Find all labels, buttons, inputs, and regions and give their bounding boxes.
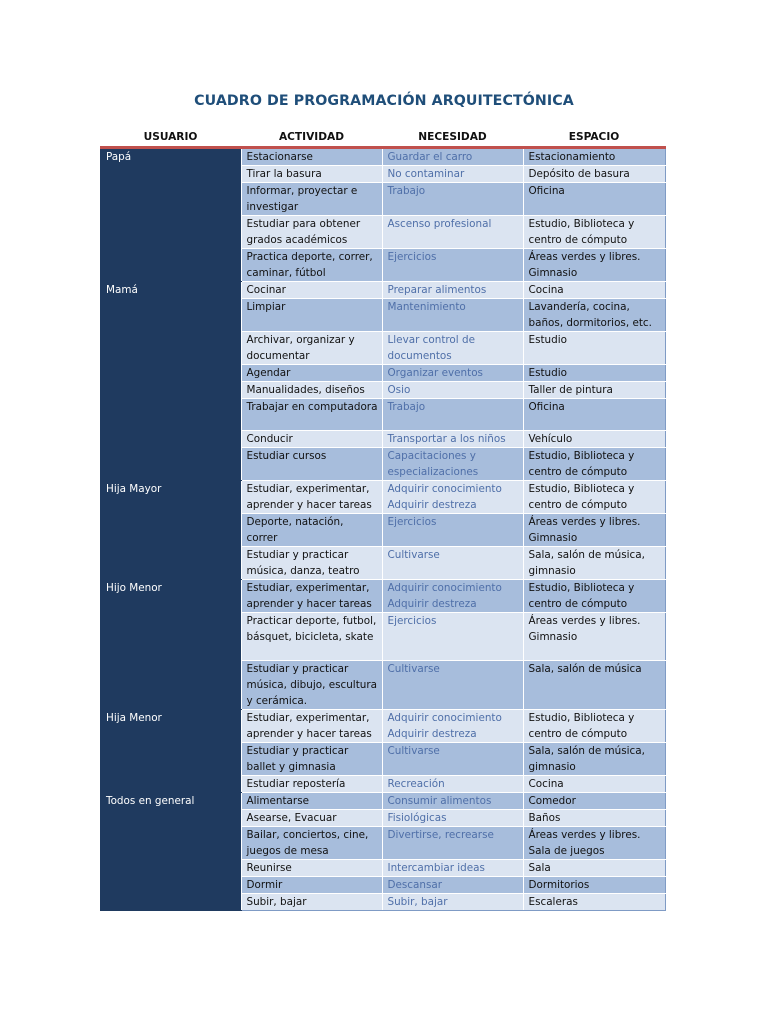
space-cell: Escaleras: [523, 894, 665, 911]
activity-cell: Estudiar para obtener grados académicos: [241, 216, 382, 249]
header-espacio: ESPACIO: [523, 127, 665, 148]
user-cell: Hija Menor: [100, 710, 241, 793]
space-cell: Áreas verdes y libres. Gimnasio: [523, 249, 665, 282]
need-cell: Osio: [382, 382, 523, 399]
space-cell: Estudio, Biblioteca y centro de cómputo: [523, 710, 665, 743]
need-cell: Divertirse, recrearse: [382, 827, 523, 860]
header-actividad: ACTIVIDAD: [241, 127, 382, 148]
activity-cell: Estudiar, experimentar, aprender y hacer tareas: [241, 481, 382, 514]
need-cell: Adquirir conocimiento Adquirir destreza: [382, 710, 523, 743]
space-cell: Sala, salón de música: [523, 661, 665, 710]
activity-cell: Estudiar cursos: [241, 448, 382, 481]
activity-cell: Manualidades, diseños: [241, 382, 382, 399]
need-cell: Adquirir conocimiento Adquirir destreza: [382, 580, 523, 613]
need-cell: Trabajo: [382, 183, 523, 216]
activity-cell: Deporte, natación, correr: [241, 514, 382, 547]
space-cell: Vehículo: [523, 431, 665, 448]
table-row: [100, 710, 665, 743]
activity-cell: Asearse, Evacuar: [241, 810, 382, 827]
table-body: [100, 148, 665, 911]
space-cell: Áreas verdes y libres. Gimnasio: [523, 514, 665, 547]
user-cell: Todos en general: [100, 793, 241, 911]
need-cell: Cultivarse: [382, 661, 523, 710]
activity-cell: Bailar, conciertos, cine, juegos de mesa: [241, 827, 382, 860]
activity-cell: Informar, proyectar e investigar: [241, 183, 382, 216]
space-cell: Estudio: [523, 332, 665, 365]
activity-cell: Estudiar y practicar música, danza, teatro: [241, 547, 382, 580]
space-cell: Oficina: [523, 183, 665, 216]
activity-cell: Alimentarse: [241, 793, 382, 810]
need-cell: Cultivarse: [382, 743, 523, 776]
activity-cell: Tirar la basura: [241, 166, 382, 183]
need-cell: Adquirir conocimiento Adquirir destreza: [382, 481, 523, 514]
activity-cell: Limpiar: [241, 299, 382, 332]
need-cell: Capacitaciones y especializaciones: [382, 448, 523, 481]
activity-cell: Archivar, organizar y documentar: [241, 332, 382, 365]
activity-cell: Subir, bajar: [241, 894, 382, 911]
need-cell: Organizar eventos: [382, 365, 523, 382]
activity-cell: Estudiar y practicar ballet y gimnasia: [241, 743, 382, 776]
need-cell: Intercambiar ideas: [382, 860, 523, 877]
need-cell: Guardar el carro: [382, 148, 523, 166]
activity-cell: Dormir: [241, 877, 382, 894]
user-cell: Mamá: [100, 282, 241, 481]
space-cell: Estudio, Biblioteca y centro de cómputo: [523, 481, 665, 514]
space-cell: Estudio, Biblioteca y centro de cómputo: [523, 580, 665, 613]
activity-cell: Agendar: [241, 365, 382, 382]
table-row: [100, 282, 665, 299]
space-cell: Depósito de basura: [523, 166, 665, 183]
document-title: CUADRO DE PROGRAMACIÓN ARQUITECTÓNICA: [194, 93, 574, 109]
space-cell: Oficina: [523, 399, 665, 431]
need-cell: Recreación: [382, 776, 523, 793]
space-cell: Estudio, Biblioteca y centro de cómputo: [523, 448, 665, 481]
need-cell: Subir, bajar: [382, 894, 523, 911]
need-cell: Transportar a los niños: [382, 431, 523, 448]
need-cell: Ejercicios: [382, 514, 523, 547]
table-header-row: [100, 127, 665, 148]
activity-cell: Reunirse: [241, 860, 382, 877]
header-usuario: USUARIO: [100, 127, 241, 148]
activity-cell: Estudiar, experimentar, aprender y hacer tareas: [241, 710, 382, 743]
activity-cell: Estacionarse: [241, 148, 382, 166]
need-cell: Ascenso profesional: [382, 216, 523, 249]
space-cell: Áreas verdes y libres. Sala de juegos: [523, 827, 665, 860]
table-row: [100, 148, 665, 166]
user-cell: Hijo Menor: [100, 580, 241, 710]
user-cell: Papá: [100, 148, 241, 282]
need-cell: Trabajo: [382, 399, 523, 431]
table-row: [100, 580, 665, 613]
activity-cell: Estudiar, experimentar, aprender y hacer tareas: [241, 580, 382, 613]
space-cell: Estudio: [523, 365, 665, 382]
space-cell: Cocina: [523, 776, 665, 793]
table-row: [100, 793, 665, 810]
programming-table: [100, 127, 666, 911]
activity-cell: Practica deporte, correr, caminar, fútbol: [241, 249, 382, 282]
need-cell: Ejercicios: [382, 249, 523, 282]
space-cell: Áreas verdes y libres. Gimnasio: [523, 613, 665, 661]
need-cell: Preparar alimentos: [382, 282, 523, 299]
activity-cell: Cocinar: [241, 282, 382, 299]
space-cell: Cocina: [523, 282, 665, 299]
space-cell: Sala: [523, 860, 665, 877]
need-cell: Consumir alimentos: [382, 793, 523, 810]
need-cell: Fisiológicas: [382, 810, 523, 827]
space-cell: Sala, salón de música, gimnasio: [523, 743, 665, 776]
space-cell: Dormitorios: [523, 877, 665, 894]
activity-cell: Conducir: [241, 431, 382, 448]
activity-cell: Practicar deporte, futbol, básquet, bicicleta, skate: [241, 613, 382, 661]
need-cell: Mantenimiento: [382, 299, 523, 332]
space-cell: Sala, salón de música, gimnasio: [523, 547, 665, 580]
need-cell: Cultivarse: [382, 547, 523, 580]
table-row: [100, 481, 665, 514]
user-cell: Hija Mayor: [100, 481, 241, 580]
need-cell: No contaminar: [382, 166, 523, 183]
need-cell: Ejercicios: [382, 613, 523, 661]
space-cell: Estacionamiento: [523, 148, 665, 166]
need-cell: Descansar: [382, 877, 523, 894]
space-cell: Estudio, Biblioteca y centro de cómputo: [523, 216, 665, 249]
space-cell: Comedor: [523, 793, 665, 810]
header-necesidad: NECESIDAD: [382, 127, 523, 148]
activity-cell: Trabajar en computadora: [241, 399, 382, 431]
activity-cell: Estudiar y practicar música, dibujo, escultura y cerámica.: [241, 661, 382, 710]
activity-cell: Estudiar repostería: [241, 776, 382, 793]
need-cell: Llevar control de documentos: [382, 332, 523, 365]
space-cell: Lavandería, cocina, baños, dormitorios, etc.: [523, 299, 665, 332]
space-cell: Baños: [523, 810, 665, 827]
space-cell: Taller de pintura: [523, 382, 665, 399]
